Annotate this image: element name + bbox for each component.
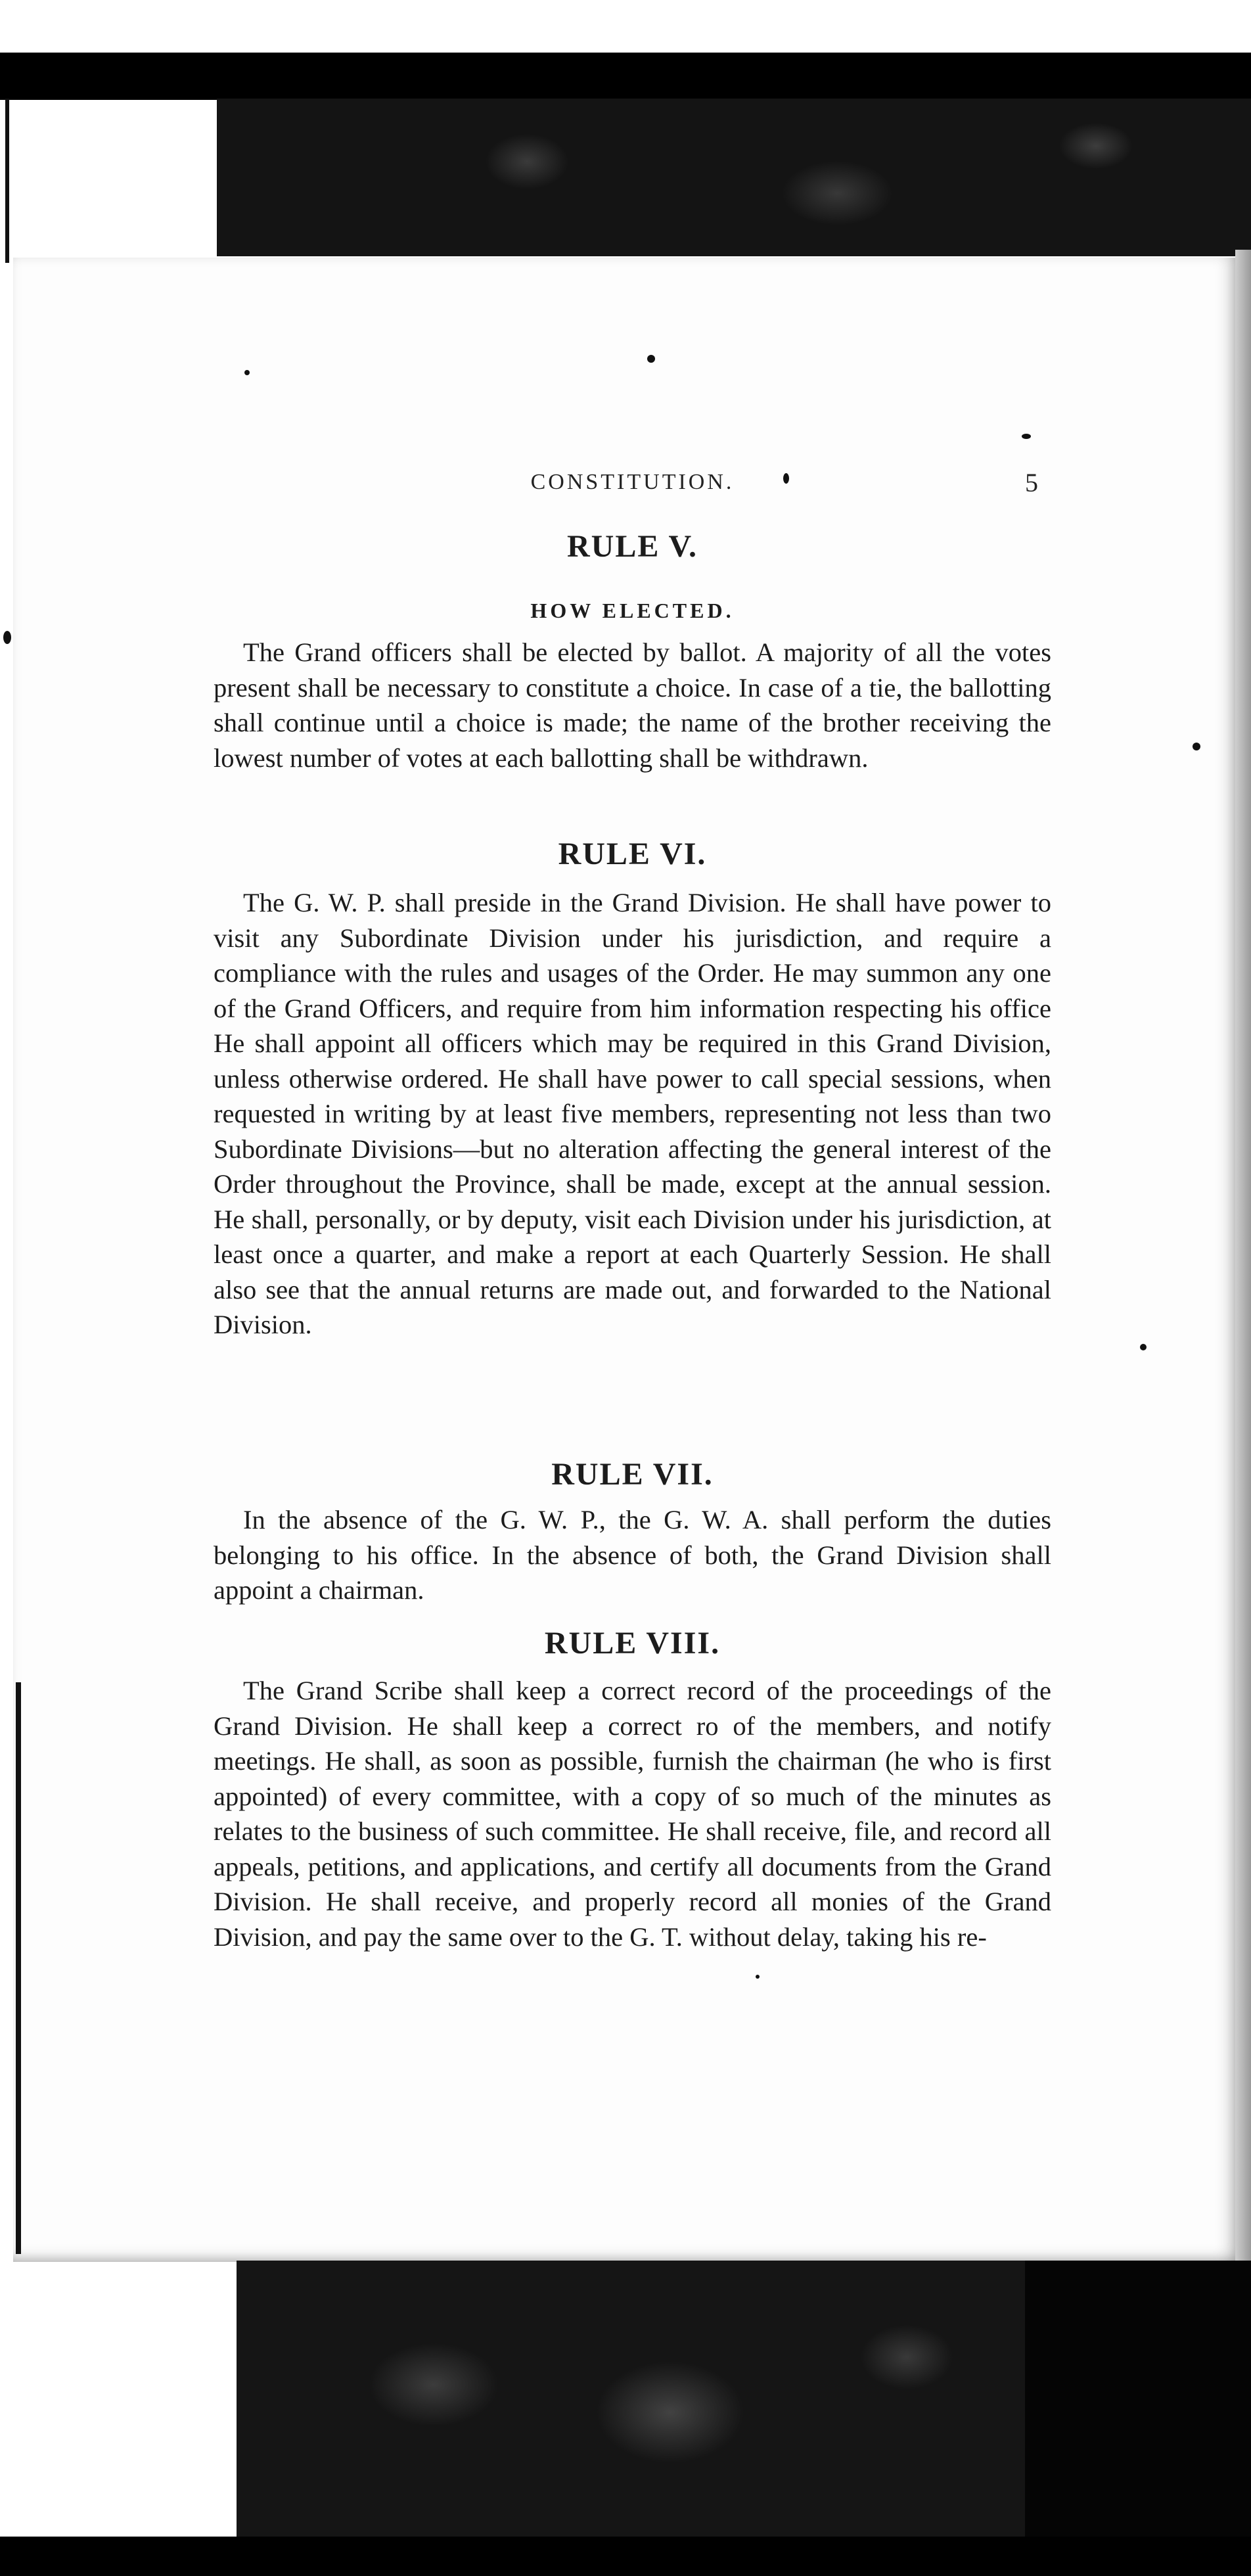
- rule-6-heading-block: [214, 839, 1051, 870]
- rule-6-body: [214, 885, 1051, 1343]
- scan-speck: [1022, 434, 1031, 439]
- dark-background-bottom: [237, 2261, 1025, 2537]
- scan-speck: [1193, 743, 1200, 750]
- scan-speck: [647, 355, 655, 363]
- rule-paragraph: The Grand Scribe shall keep a correct record of the proceedings of the Grand Division. He shall keep a correct ro of the members, and notify meetings. He shall, as soon as possible, furnish the chairman (he who is first appointed) of every committee, with a copy of so much of the minutes as relates to the business of such committee. He shall receive, file, and record all appeals, petitions, and applications, and certify all documents from the Grand Division. He shall receive, and properly record all monies of the Grand Division, and pay the same over to the G. T. without delay, taking his re-: [214, 1676, 1051, 1952]
- running-title: CONSTITUTION.: [530, 470, 735, 494]
- rule-heading: RULE V.: [567, 529, 698, 564]
- left-edge-line-top: [5, 99, 9, 263]
- rule-paragraph: The G. W. P. shall preside in the Grand Division. He shall have power to visit any Subordinate Division under his jurisdiction, and require a compliance with the rules and usages of the Order. He may summon any one of the Grand Officers, and require from him information respecting his office He shall appoint all officers which may be required in this Grand Division, unless otherwise ordered. He shall have power to call special sessions, when requested in writing by at least five members, representing not less than two Subordinate Divisions—but no alteration affecting the general interest of the Order throughout the Province, shall be made, except at the annual session. He shall, personally, or by deputy, visit each Division under his jurisdiction, at least once a quarter, and make a report at each Quarterly Session. He shall also see that the annual returns are made out, and forwarded to the National Division.: [214, 888, 1051, 1339]
- rule-7-body: [214, 1502, 1051, 1608]
- left-edge-line-bottom: [16, 1682, 21, 2254]
- film-border-top: [0, 53, 1251, 100]
- scan-speck: [244, 370, 250, 375]
- rule-5-body: [214, 635, 1051, 775]
- rule-heading: RULE VIII.: [544, 1626, 721, 1661]
- running-head: [214, 470, 1051, 503]
- dark-background-bottom-right: [1025, 2261, 1251, 2537]
- rule-paragraph: The Grand officers shall be elected by ballot. A majority of all the votes present shall be necessary to constitute a choice. In case of a tie, the ballotting shall continue until a choice is made; the name of the brother receiving the lowest number of votes at each ballotting shall be withdrawn.: [214, 637, 1051, 773]
- rule-heading: RULE VII.: [551, 1457, 714, 1492]
- film-border-bottom: [0, 2537, 1251, 2576]
- rule-subheading: HOW ELECTED.: [530, 599, 735, 622]
- scan-speck: [1140, 1344, 1147, 1350]
- rule-5-subheading-block: [214, 600, 1051, 621]
- rule-5-heading-block: [214, 531, 1051, 563]
- rule-8-body: [214, 1673, 1051, 1954]
- rule-heading: RULE VI.: [558, 837, 707, 871]
- rule-7-heading-block: [214, 1459, 1051, 1490]
- scan-speck: [3, 631, 11, 644]
- rule-paragraph: In the absence of the G. W. P., the G. W. A. shall perform the duties belonging to his office. In the absence of both, the Grand Division shall appoint a chairman.: [214, 1505, 1051, 1605]
- page-edge-shadow: [1235, 250, 1251, 2261]
- page-number: 5: [1025, 468, 1038, 497]
- scan-speck: [756, 1975, 760, 1979]
- dark-background-top: [217, 99, 1251, 256]
- rule-8-heading-block: [214, 1628, 1051, 1659]
